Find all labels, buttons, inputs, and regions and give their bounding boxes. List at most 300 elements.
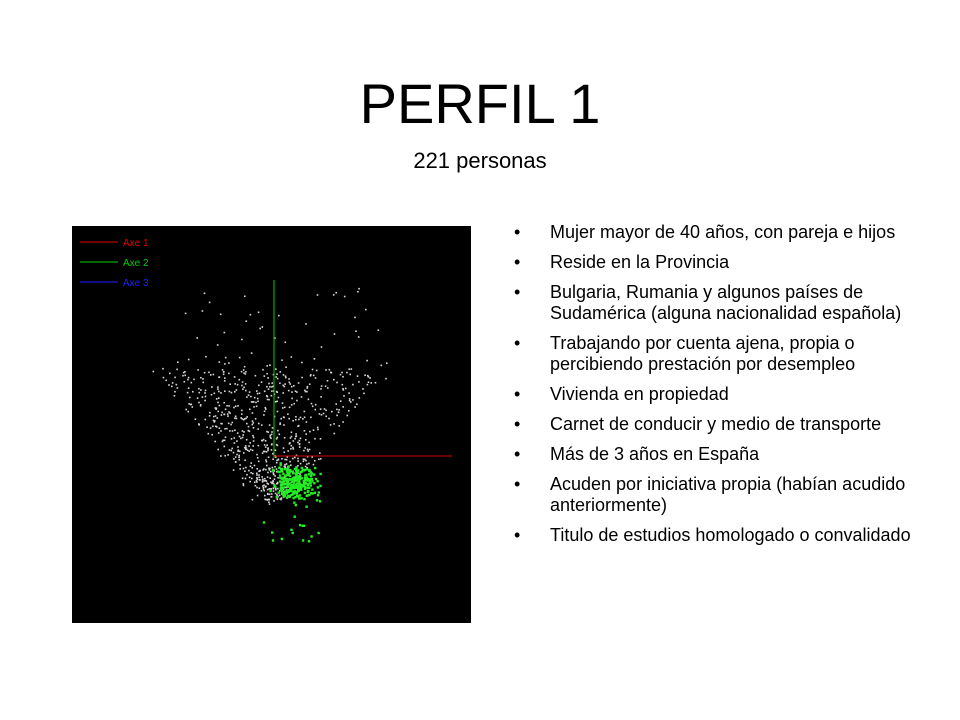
point-other	[229, 391, 231, 393]
point-other	[340, 400, 342, 402]
point-other	[264, 499, 266, 501]
point-other	[292, 420, 294, 422]
point-other	[264, 444, 266, 446]
point-other	[246, 416, 248, 418]
point-other	[305, 323, 307, 325]
point-other	[246, 474, 248, 476]
point-other	[211, 434, 213, 436]
point-other	[228, 362, 230, 364]
point-other	[287, 450, 289, 452]
point-other	[309, 383, 311, 385]
point-other	[204, 392, 206, 394]
point-other	[209, 415, 211, 417]
point-other	[257, 393, 259, 395]
point-other	[280, 371, 282, 373]
point-other	[342, 388, 344, 390]
scatter-plot	[72, 226, 471, 623]
point-other	[217, 411, 219, 413]
point-other	[202, 396, 204, 398]
point-other	[250, 472, 252, 474]
point-other	[220, 455, 222, 457]
point-other	[284, 437, 286, 439]
point-profile	[294, 490, 296, 492]
point-other	[310, 417, 312, 419]
point-other	[301, 377, 303, 379]
bullet-item	[514, 384, 934, 405]
point-other	[263, 487, 265, 489]
point-other	[310, 375, 312, 377]
point-other	[209, 302, 211, 304]
point-other	[169, 373, 171, 375]
point-other	[198, 402, 200, 404]
point-other	[297, 465, 299, 467]
point-other	[354, 317, 356, 319]
point-other	[222, 369, 224, 371]
point-other	[268, 388, 270, 390]
point-other	[272, 458, 274, 460]
point-other	[345, 388, 347, 390]
point-other	[192, 391, 194, 393]
point-profile	[295, 504, 297, 506]
point-other	[246, 320, 248, 322]
point-other	[239, 464, 241, 466]
point-other	[258, 312, 260, 314]
point-other	[224, 428, 226, 430]
point-profile	[295, 468, 297, 470]
point-other	[298, 419, 300, 421]
point-profile	[284, 495, 286, 497]
point-other	[254, 465, 256, 467]
point-profile	[301, 470, 303, 472]
bullet-text: Mujer mayor de 40 años, con pareja e hijos	[550, 222, 896, 242]
point-other	[381, 365, 383, 367]
plot-legend	[80, 238, 149, 289]
point-profile	[291, 478, 293, 480]
point-other	[248, 450, 250, 452]
point-other	[232, 430, 234, 432]
point-other	[259, 479, 261, 481]
point-profile	[299, 483, 301, 485]
point-other	[252, 445, 254, 447]
point-other	[176, 384, 178, 386]
point-other	[237, 384, 239, 386]
point-profile	[307, 483, 309, 485]
point-other	[288, 418, 290, 420]
point-other	[299, 440, 301, 442]
point-other	[263, 489, 265, 491]
point-profile	[283, 492, 285, 494]
point-profile	[287, 468, 289, 470]
point-profile	[308, 470, 310, 472]
point-other	[308, 463, 310, 465]
point-other	[265, 480, 267, 482]
point-other	[272, 427, 274, 429]
point-other	[250, 396, 252, 398]
point-profile	[311, 478, 313, 480]
point-other	[237, 446, 239, 448]
point-other	[284, 451, 286, 453]
point-other	[256, 480, 258, 482]
point-other	[256, 487, 258, 489]
point-other	[218, 397, 220, 399]
point-other	[264, 411, 266, 413]
bullet-dot: •	[514, 252, 521, 272]
point-other	[251, 352, 253, 354]
point-other	[352, 384, 354, 386]
point-other	[177, 361, 179, 363]
point-other	[204, 372, 206, 374]
bullet-text: Más de 3 años en España	[550, 444, 760, 464]
bullet-text: Carnet de conducir y medio de transporte	[550, 414, 882, 434]
point-other	[255, 402, 257, 404]
point-other	[340, 374, 342, 376]
point-other	[279, 383, 281, 385]
point-other	[268, 431, 270, 433]
point-other	[257, 478, 259, 480]
point-other	[262, 369, 264, 371]
point-other	[329, 369, 331, 371]
point-profile	[294, 516, 296, 518]
point-other	[235, 461, 237, 463]
point-other	[295, 416, 297, 418]
point-other	[267, 377, 269, 379]
point-other	[218, 432, 220, 434]
point-other	[364, 374, 366, 376]
point-other	[216, 398, 218, 400]
point-other	[252, 420, 254, 422]
bullet-item	[514, 252, 934, 273]
point-other	[271, 431, 273, 433]
point-other	[245, 383, 247, 385]
point-other	[234, 437, 236, 439]
point-profile	[278, 471, 280, 473]
point-other	[256, 473, 258, 475]
point-other	[266, 483, 268, 485]
point-other	[204, 293, 206, 295]
point-other	[256, 468, 258, 470]
point-other	[315, 404, 317, 406]
point-other	[271, 434, 273, 436]
point-other	[257, 398, 259, 400]
point-other	[347, 415, 349, 417]
bullet-text: Trabajando por cuenta ajena, propia o percibiendo prestación por desempleo	[550, 333, 856, 374]
point-other	[244, 418, 246, 420]
point-other	[307, 387, 309, 389]
point-profile	[309, 479, 311, 481]
point-other	[325, 410, 327, 412]
point-other	[284, 459, 286, 461]
point-other	[325, 385, 327, 387]
point-other	[257, 428, 259, 430]
point-other	[256, 454, 258, 456]
point-other	[254, 482, 256, 484]
point-other	[214, 393, 216, 395]
point-other	[229, 412, 231, 414]
point-other	[243, 452, 245, 454]
point-other	[224, 332, 226, 334]
point-other	[249, 477, 251, 479]
point-other	[229, 449, 231, 451]
point-other	[244, 296, 246, 298]
point-profile	[286, 470, 288, 472]
point-other	[291, 445, 293, 447]
point-other	[304, 390, 306, 392]
point-other	[313, 464, 315, 466]
point-profile	[306, 476, 308, 478]
point-profile	[306, 487, 308, 489]
point-other	[348, 410, 350, 412]
point-other	[254, 397, 256, 399]
point-other	[311, 403, 313, 405]
point-other	[187, 392, 189, 394]
point-profile	[319, 485, 321, 487]
point-other	[253, 440, 255, 442]
point-other	[283, 374, 285, 376]
point-other	[331, 411, 333, 413]
point-other	[265, 459, 267, 461]
point-other	[262, 452, 264, 454]
point-other	[188, 387, 190, 389]
point-other	[253, 437, 255, 439]
point-other	[223, 371, 225, 373]
bullet-text: Bulgaria, Rumania y algunos países de Sudamérica (alguna nacionalidad española)	[550, 282, 902, 323]
point-other	[276, 460, 278, 462]
point-other	[232, 422, 234, 424]
point-other	[352, 399, 354, 401]
point-other	[283, 447, 285, 449]
point-other	[304, 417, 306, 419]
point-other	[231, 392, 233, 394]
point-other	[312, 369, 314, 371]
point-profile	[269, 490, 271, 492]
point-other	[242, 418, 244, 420]
point-profile	[299, 524, 301, 526]
point-other	[275, 368, 277, 370]
point-other	[256, 474, 258, 476]
point-other	[245, 371, 247, 373]
point-other	[244, 460, 246, 462]
point-other	[279, 422, 281, 424]
point-other	[308, 442, 310, 444]
point-other	[289, 383, 291, 385]
point-other	[334, 333, 336, 335]
point-other	[193, 379, 195, 381]
point-other	[240, 438, 242, 440]
point-other	[239, 379, 241, 381]
point-other	[250, 462, 252, 464]
point-profile	[283, 483, 285, 485]
point-other	[327, 387, 329, 389]
point-other	[346, 372, 348, 374]
point-profile	[286, 492, 288, 494]
point-other	[269, 503, 271, 505]
point-other	[245, 445, 247, 447]
point-other	[338, 411, 340, 413]
point-other	[258, 461, 260, 463]
point-other	[255, 418, 257, 420]
point-profile	[310, 475, 312, 477]
point-profile	[313, 482, 315, 484]
point-other	[249, 481, 251, 483]
point-other	[234, 399, 236, 401]
bullet-item	[514, 333, 934, 375]
point-profile	[304, 492, 306, 494]
point-other	[187, 411, 189, 413]
point-other	[297, 425, 299, 427]
point-other	[200, 389, 202, 391]
point-other	[258, 445, 260, 447]
point-profile	[277, 492, 279, 494]
point-other	[327, 380, 329, 382]
point-profile	[301, 467, 303, 469]
point-other	[228, 405, 230, 407]
point-other	[277, 482, 279, 484]
point-other	[282, 392, 284, 394]
point-profile	[313, 473, 315, 475]
point-other	[224, 390, 226, 392]
point-other	[252, 450, 254, 452]
point-other	[205, 419, 207, 421]
point-other	[271, 395, 273, 397]
point-other	[266, 431, 268, 433]
bullet-dot: •	[514, 282, 521, 302]
point-other	[241, 385, 243, 387]
point-other	[192, 406, 194, 408]
point-other	[229, 430, 231, 432]
point-other	[202, 378, 204, 380]
point-other	[220, 423, 222, 425]
point-other	[333, 379, 335, 381]
point-other	[259, 470, 261, 472]
point-profile	[279, 474, 281, 476]
bullet-dot: •	[514, 222, 521, 242]
point-other	[215, 426, 217, 428]
point-other	[248, 470, 250, 472]
point-other	[246, 423, 248, 425]
point-other	[375, 382, 377, 384]
point-other	[250, 449, 252, 451]
point-other	[273, 490, 275, 492]
point-other	[335, 403, 337, 405]
point-other	[253, 406, 255, 408]
point-profile	[309, 482, 311, 484]
point-other	[354, 406, 356, 408]
point-other	[297, 442, 299, 444]
point-other	[182, 375, 184, 377]
point-other	[297, 460, 299, 462]
point-other	[305, 433, 307, 435]
point-other	[362, 388, 364, 390]
point-other	[296, 400, 298, 402]
point-other	[238, 449, 240, 451]
point-profile	[280, 468, 282, 470]
point-other	[330, 372, 332, 374]
point-profile	[302, 539, 304, 541]
point-other	[276, 391, 278, 393]
point-other	[277, 378, 279, 380]
point-other	[217, 402, 219, 404]
point-other	[266, 395, 268, 397]
point-other	[321, 414, 323, 416]
point-other	[312, 406, 314, 408]
point-other	[279, 498, 281, 500]
point-other	[286, 459, 288, 461]
point-other	[263, 451, 265, 453]
point-other	[223, 402, 225, 404]
point-other	[188, 359, 190, 361]
legend-label-axe-3: Axe 3	[123, 278, 149, 289]
point-other	[363, 393, 365, 395]
point-other	[291, 398, 293, 400]
point-other	[195, 418, 197, 420]
point-other	[188, 377, 190, 379]
point-other	[294, 457, 296, 459]
point-other	[197, 397, 199, 399]
point-other	[297, 458, 299, 460]
point-other	[268, 501, 270, 503]
point-profile	[298, 488, 300, 490]
point-other	[304, 447, 306, 449]
point-other	[258, 385, 260, 387]
point-other	[224, 380, 226, 382]
point-other	[261, 381, 263, 383]
point-other	[348, 392, 350, 394]
point-other	[267, 493, 269, 495]
point-other	[252, 422, 254, 424]
point-other	[299, 443, 301, 445]
point-other	[266, 386, 268, 388]
point-other	[334, 433, 336, 435]
point-other	[365, 309, 367, 311]
point-other	[222, 441, 224, 443]
point-other	[317, 294, 319, 296]
point-other	[239, 436, 241, 438]
point-other	[304, 411, 306, 413]
point-other	[255, 485, 257, 487]
point-other	[271, 496, 273, 498]
point-other	[269, 468, 271, 470]
point-other	[291, 404, 293, 406]
point-profile	[308, 540, 310, 542]
point-other	[245, 467, 247, 469]
point-other	[303, 450, 305, 452]
point-other	[234, 391, 236, 393]
point-other	[292, 458, 294, 460]
point-other	[290, 437, 292, 439]
point-other	[295, 390, 297, 392]
point-other	[336, 415, 338, 417]
point-other	[200, 405, 202, 407]
point-other	[367, 375, 369, 377]
point-profile	[298, 497, 300, 499]
point-other	[296, 391, 298, 393]
point-other	[225, 357, 227, 359]
point-other	[261, 424, 263, 426]
point-other	[266, 461, 268, 463]
point-other	[266, 465, 268, 467]
point-other	[239, 468, 241, 470]
point-other	[366, 360, 368, 362]
point-other	[163, 377, 165, 379]
bullet-dot: •	[514, 414, 521, 434]
point-other	[217, 417, 219, 419]
point-other	[226, 405, 228, 407]
legend-label-axe-2: Axe 2	[123, 258, 149, 269]
point-other	[210, 374, 212, 376]
point-other	[242, 388, 244, 390]
point-profile	[281, 490, 283, 492]
point-other	[197, 369, 199, 371]
